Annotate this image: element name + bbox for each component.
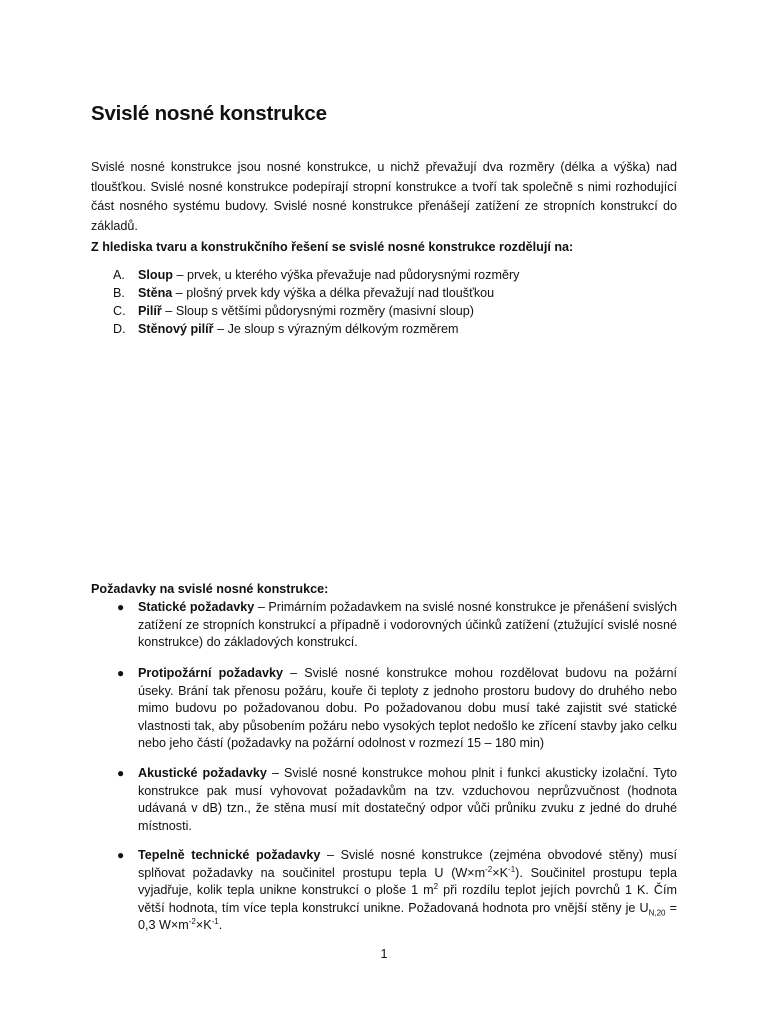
type-desc: – prvek, u kterého výška převažuje nad půdorysnými rozměry [172, 268, 520, 282]
type-term: Pilíř [138, 304, 162, 318]
page-number: 1 [380, 947, 388, 961]
page-title: Svislé nosné konstrukce [91, 102, 327, 125]
list-letter: B. [113, 286, 125, 300]
requirements-heading: Požadavky na svislé nosné konstrukce: [91, 582, 329, 596]
requirement-thermal: ● Tepelně technické požadavky – Svislé nosné konstrukce (zejména obvodové stěny) musí splňovat požadavky na součinitel prostupu tepla U $(W\times m^{-2}\times K^{-1})$. Součinitel prostupu tepla vyjadřuje, kolik tepla unikne konstrukcí o ploše 1 $m^2$ při rozdílu teplot jejích povrchů 1 K. Čím větší hodnota, tím více tepla konstrukcí unikne. Požadovaná hodnota pro vnější stěny je $U_{N,20} = 0,3$ $W\times m^{-2}\times K^{-1}$. [117, 848, 677, 932]
requirement-term: Tepelně technické požadavky [138, 848, 321, 862]
requirement-static [117, 599, 677, 652]
list-item [113, 284, 519, 302]
list-item [113, 320, 519, 338]
requirement-fire [117, 665, 677, 753]
bullet-icon: ● [117, 848, 125, 862]
bullet-icon: ● [117, 666, 125, 680]
division-heading: Z hlediska tvaru a konstrukčního řešení se svislé nosné konstrukce rozdělují na: [91, 240, 574, 254]
requirement-term: Protipožární požadavky [138, 666, 283, 680]
type-term: Stěnový pilíř [138, 322, 214, 336]
requirement-text: – Svislé nosné konstrukce mohou rozdělovat budovu na požární úseky. Brání tak přenosu požáru, kouře či teploty z jednoho prostoru budovy do druhého nebo mimo budovu po požadovanou dobu. Po požadovanou dobu musí také zajistit své statické vlastnosti tak, aby působením požáru nebo vysokých teplot nedošlo ke zřícení stavby jako celku nebo jeho částí (požadavky na požární odolnost v rozmezí 15 – 180 min) [138, 666, 677, 750]
list-item [113, 302, 519, 320]
list-letter: C. [113, 304, 126, 318]
list-item [113, 266, 519, 284]
type-desc: – Je sloup s výrazným délkovým rozměrem [213, 322, 459, 336]
bullet-icon: ● [117, 766, 125, 780]
requirement-text: – Svislé nosné konstrukce mohou plnit i funkci akusticky izolační. Tyto konstrukce pak musí vyhovovat požadavkům na tzv. vzduchovou neprůzvučnost (hodnota udávaná v dB) tzn., že stěna musí mít dostatečný odpor vůči průniku zvuku z jedné do druhé místnosti. [138, 766, 677, 833]
requirement-acoustic [117, 765, 677, 835]
type-desc: – Sloup s většími půdorysnými rozměry (masivní sloup) [161, 304, 474, 318]
type-term: Sloup [138, 268, 173, 282]
requirement-text: – Primárním požadavkem na svislé nosné konstrukce je přenášení svislých zatížení ze stropních konstrukcí a případně i vodorovných účinků zatížení (ztužující svislé nosné konstrukce) do základových konstrukcí. [138, 600, 677, 649]
type-desc: – plošný prvek kdy výška a délka převažují nad tloušťkou [172, 286, 495, 300]
list-letter: A. [113, 268, 125, 282]
intro-paragraph: Svislé nosné konstrukce jsou nosné konstrukce, u nichž převažují dva rozměry (délka a výška) nad tloušťkou. Svislé nosné konstrukce podepírají stropní konstrukce a tvoří tak společně s nimi rozhodující část nosného systému budovy. Svislé nosné konstrukce přenášejí zatížení ze stropních konstrukcí do základů. [91, 160, 677, 233]
types-list [113, 266, 519, 338]
bullet-icon: ● [117, 600, 125, 614]
type-term: Stěna [138, 286, 173, 300]
list-letter: D. [113, 322, 126, 336]
requirement-term: Statické požadavky [138, 600, 255, 614]
requirement-term: Akustické požadavky [138, 766, 267, 780]
